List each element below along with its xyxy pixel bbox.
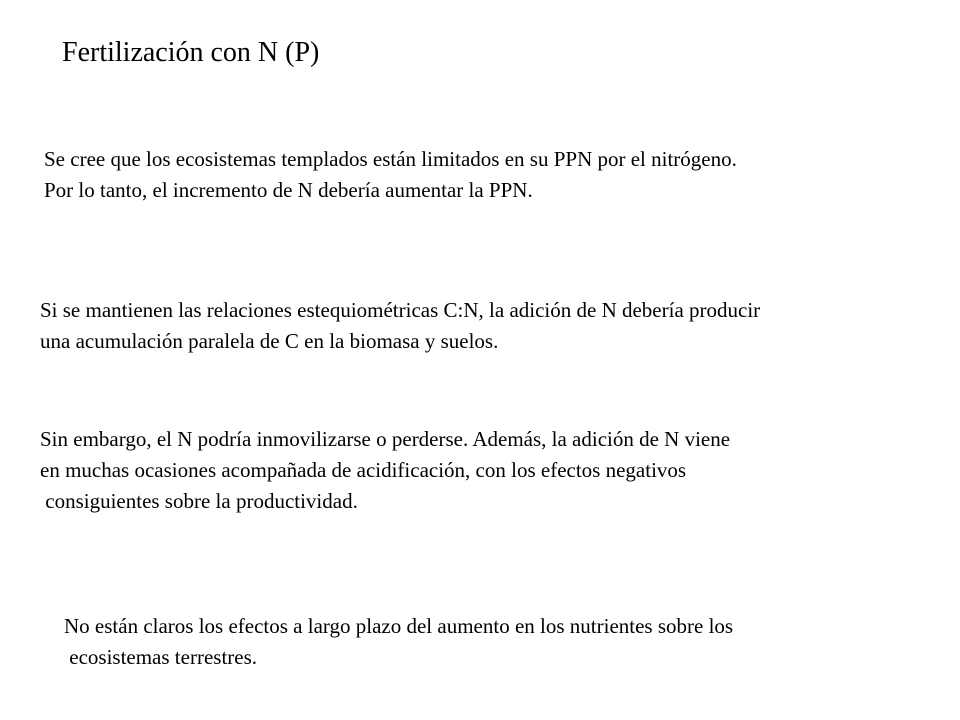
paragraph-line: ecosistemas terrestres. — [64, 645, 258, 669]
paragraph-line: Por lo tanto, el incremento de N debería aumentar la PPN. — [44, 178, 533, 202]
paragraph-line: No están claros los efectos a largo plazo del aumento en los nutrientes sobre los — [64, 614, 734, 638]
paragraph-line: en muchas ocasiones acompañada de acidificación, con los efectos negativos — [40, 458, 687, 482]
paragraph-long-term-effects — [64, 611, 733, 673]
paragraph-nitrogen-losses — [40, 424, 730, 517]
paragraph-line: Se cree que los ecosistemas templados están limitados en su PPN por el nitrógeno. — [44, 147, 737, 171]
paragraph-temperate-ecosystems — [44, 144, 737, 206]
slide-title: Fertilización con N (P) — [62, 37, 320, 68]
paragraph-line: consiguientes sobre la productividad. — [40, 489, 358, 513]
paragraph-stoichiometric-ratios — [40, 295, 760, 357]
paragraph-line: Sin embargo, el N podría inmovilizarse o perderse. Además, la adición de N viene — [40, 427, 731, 451]
paragraph-line: una acumulación paralela de C en la biomasa y suelos. — [40, 329, 499, 353]
paragraph-line: Si se mantienen las relaciones estequiométricas C:N, la adición de N debería producir — [40, 298, 761, 322]
